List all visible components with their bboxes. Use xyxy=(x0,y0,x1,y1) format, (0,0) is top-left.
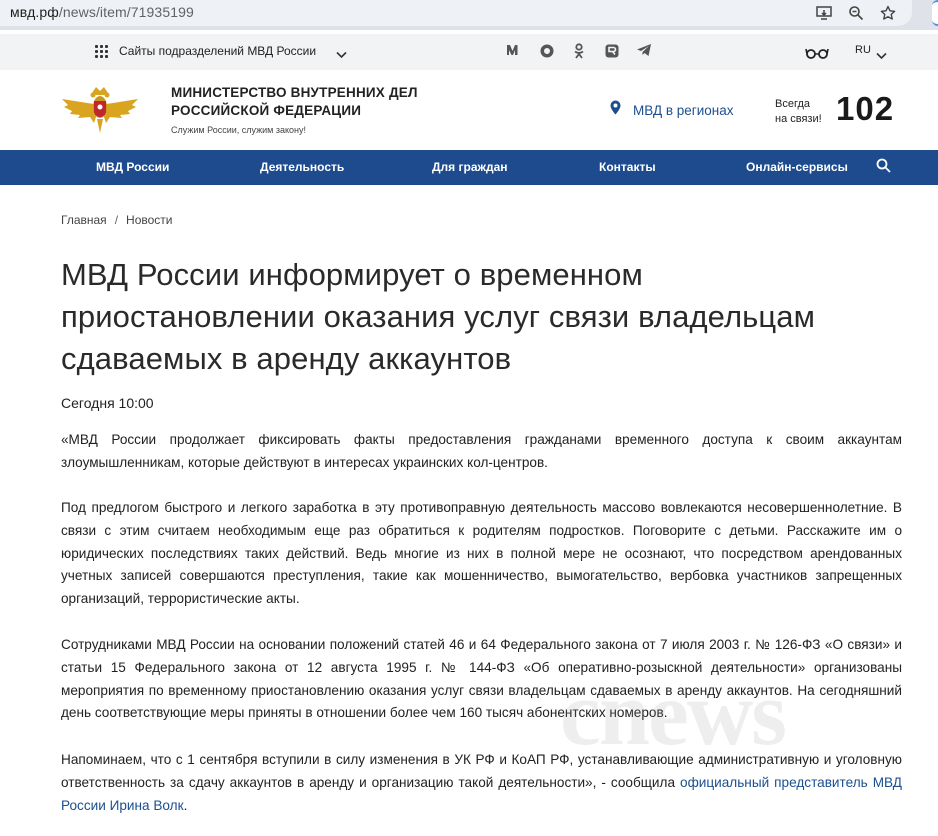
ministry-motto: Служим России, служим закону! xyxy=(171,125,306,135)
chevron-down-icon[interactable] xyxy=(336,46,347,64)
article-paragraph-1: «МВД России продолжает фиксировать факты предоставления гражданами временного доступа к своим аккаунтам злоумышленникам, которые действуют в интересах украинских кол-центров. xyxy=(61,432,902,470)
bookmark-star-icon[interactable] xyxy=(876,1,900,25)
utility-bar xyxy=(0,34,938,70)
breadcrumb xyxy=(61,213,172,227)
ministry-name-line1: МИНИСТЕРСТВО ВНУТРЕННИХ ДЕЛ xyxy=(171,85,418,100)
profile-edge-icon[interactable] xyxy=(932,0,938,26)
nav-item-contacts[interactable]: Контакты xyxy=(599,160,656,174)
breadcrumb-separator: / xyxy=(114,213,119,227)
ok-icon[interactable] xyxy=(569,43,589,62)
telegram-icon[interactable] xyxy=(634,43,654,60)
url-path: /news/item/71935199 xyxy=(58,4,194,20)
address-bar[interactable] xyxy=(0,0,912,26)
site-header xyxy=(0,70,938,150)
paragraph-4-text: Напоминаем, что с 1 сентября вступили в силу изменения в УК РФ и КоАП РФ, устанавливающие административную и уголовную ответственность за сдачу аккаунтов в аренду и организацию такой деятельности», - сообщила xyxy=(61,752,902,790)
mvd-emblem-logo[interactable] xyxy=(60,85,140,135)
article-paragraph-2: Под предлогом быстрого и легкого заработка в эту противоправную деятельность массово вовлекаются несовершеннолетние. В связи с этим считаем необходимым еще раз обратиться к родителям подростков. Поговорите с детьми. Расскажите им о юридических последствиях таких действий. Ведь многие из них в полной мере не осознают, что посредством арендованных учетных записей совершаются преступления, такие как мошенничество, вымогательство, вербовка участников запрещенных организаций, террористические акты. xyxy=(61,500,902,607)
url-text[interactable] xyxy=(10,4,194,20)
article-date: Сегодня 10:00 xyxy=(61,395,154,411)
always-line1: Всегда xyxy=(775,98,811,110)
zoom-icon[interactable] xyxy=(844,1,868,25)
subdivisions-dropdown[interactable]: Сайты подразделений МВД России xyxy=(119,44,317,58)
paragraph-4-end: . xyxy=(183,797,188,813)
always-line2: на связи! xyxy=(775,113,822,125)
browser-toolbar xyxy=(0,0,938,30)
article-paragraph-4 xyxy=(61,749,902,817)
search-icon[interactable] xyxy=(876,158,892,174)
breadcrumb-current[interactable]: Новости xyxy=(126,213,173,227)
rutube-icon[interactable] xyxy=(602,43,622,62)
apps-grid-icon[interactable] xyxy=(95,45,108,58)
spokesperson-link[interactable]: официальный представитель МВД России Ирина Волк xyxy=(61,774,902,813)
main-navigation xyxy=(0,150,938,185)
nav-item-online-services[interactable]: Онлайн-сервисы xyxy=(746,160,848,174)
breadcrumb-home[interactable]: Главная xyxy=(61,213,107,227)
install-app-icon[interactable] xyxy=(812,1,836,25)
language-chevron-icon[interactable] xyxy=(876,47,887,65)
accessibility-glasses-icon[interactable] xyxy=(805,46,829,64)
article-paragraph-3: Сотрудниками МВД России на основании положений статей 46 и 64 Федерального закона от 7 июля 2003 г. № 126-ФЗ «О связи» и статьи 15 Федерального закона от 12 августа 1995 г. № 144-ФЗ «Об оперативно-розыскной деятельности» организованы мероприятия по временному приостановлению оказания услуг связи владельцам сдаваемых в аренду аккаунтов. На сегодняшний день соответствующие меры приняты в отношении более чем 160 тысяч абонентских номеров. xyxy=(61,637,902,721)
nav-item-mvd-russia[interactable]: МВД России xyxy=(96,160,170,174)
hotline-number[interactable]: 102 xyxy=(836,90,895,127)
ministry-name-line2: РОССИЙСКОЙ ФЕДЕРАЦИИ xyxy=(171,103,362,118)
max-icon[interactable] xyxy=(537,43,557,62)
nav-item-activity[interactable]: Деятельность xyxy=(260,160,345,174)
article-title: МВД России информирует о временном приостановлении оказания услуг связи владельцам сдаваемых в аренду аккаунтов xyxy=(61,257,815,376)
regions-link[interactable] xyxy=(610,100,733,118)
vk-icon[interactable] xyxy=(505,43,525,59)
always-in-touch xyxy=(775,97,822,127)
location-pin-icon xyxy=(610,100,621,118)
url-domain: мвд.рф xyxy=(10,4,59,20)
regions-label: МВД в регионах xyxy=(633,103,734,118)
cnews-watermark: cnews xyxy=(560,662,786,764)
language-selector[interactable]: RU xyxy=(855,44,871,56)
nav-item-for-citizens[interactable]: Для граждан xyxy=(432,160,508,174)
ministry-name xyxy=(171,84,418,120)
